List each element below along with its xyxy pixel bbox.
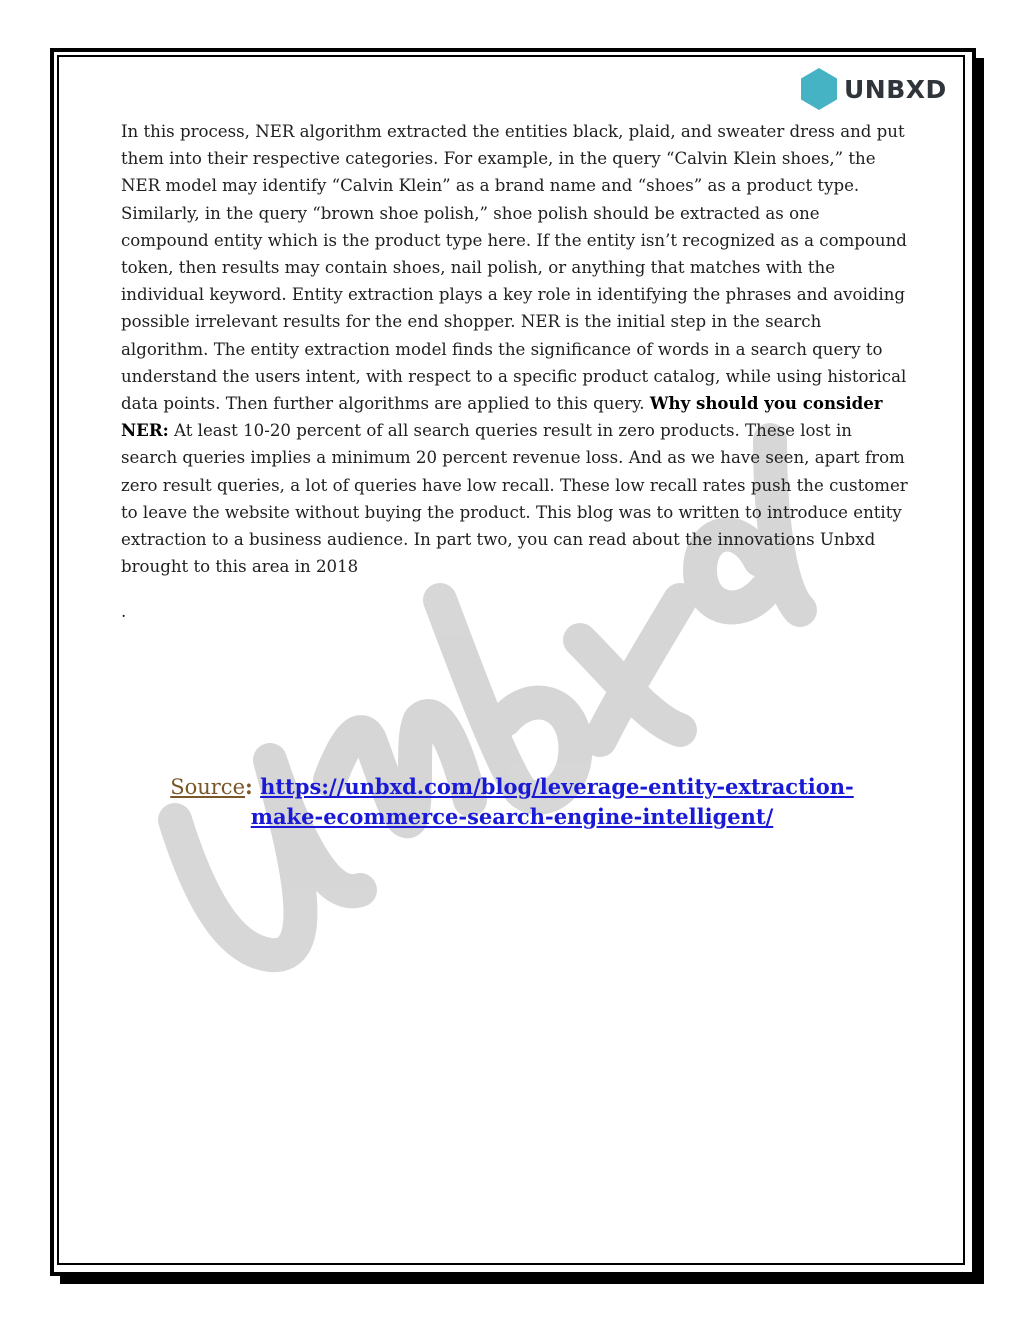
trailing-dot: . [121, 602, 127, 621]
hexagon-logo-icon [800, 67, 838, 111]
body-paragraph [121, 118, 911, 580]
source-line [140, 772, 884, 832]
source-link[interactable]: https://unbxd.com/blog/leverage-entity-extraction-make-ecommerce-search-engine-intelligent/ [250, 774, 854, 829]
unbxd-logo [800, 66, 947, 112]
source-label: Source [170, 775, 246, 799]
source-colon: : [245, 774, 253, 799]
logo-text: UNBXD [844, 74, 947, 104]
section-heading-bold: Why should you consider NER: [121, 393, 883, 441]
paragraph-part-2: At least 10-20 percent of all search queries result in zero products. These lost in search queries implies a minimum 20 percent revenue loss. And as we have seen, apart from zero result queries, a lot of queries have low recall. These low recall rates push the customer to leave the website without buying the product. This blog was to written to introduce entity extraction to a business audience. In part two, you can read about the innovations Unbxd brought to this area in 2018 [121, 421, 908, 577]
paragraph-part-1: In this process, NER algorithm extracted the entities black, plaid, and sweater dress and put them into their respective categories. For example, in the query “Calvin Klein shoes,” the NER model may identify “Calvin Klein” as a brand name and “shoes” as a product type. Similarly, in the query “brown shoe polish,” shoe polish should be extracted as one compound entity which is the product type here. If the entity isn’t recognized as a compound token, then results may contain shoes, nail polish, or anything that matches with the individual keyword. Entity extraction plays a key role in identifying the phrases and avoiding possible irrelevant results for the end shopper. NER is the initial step in the search algorithm. The entity extraction model finds the significance of words in a search query to understand the users intent, with respect to a specific product catalog, while using historical data points. Then further algorithms are applied to this query. [121, 122, 907, 414]
